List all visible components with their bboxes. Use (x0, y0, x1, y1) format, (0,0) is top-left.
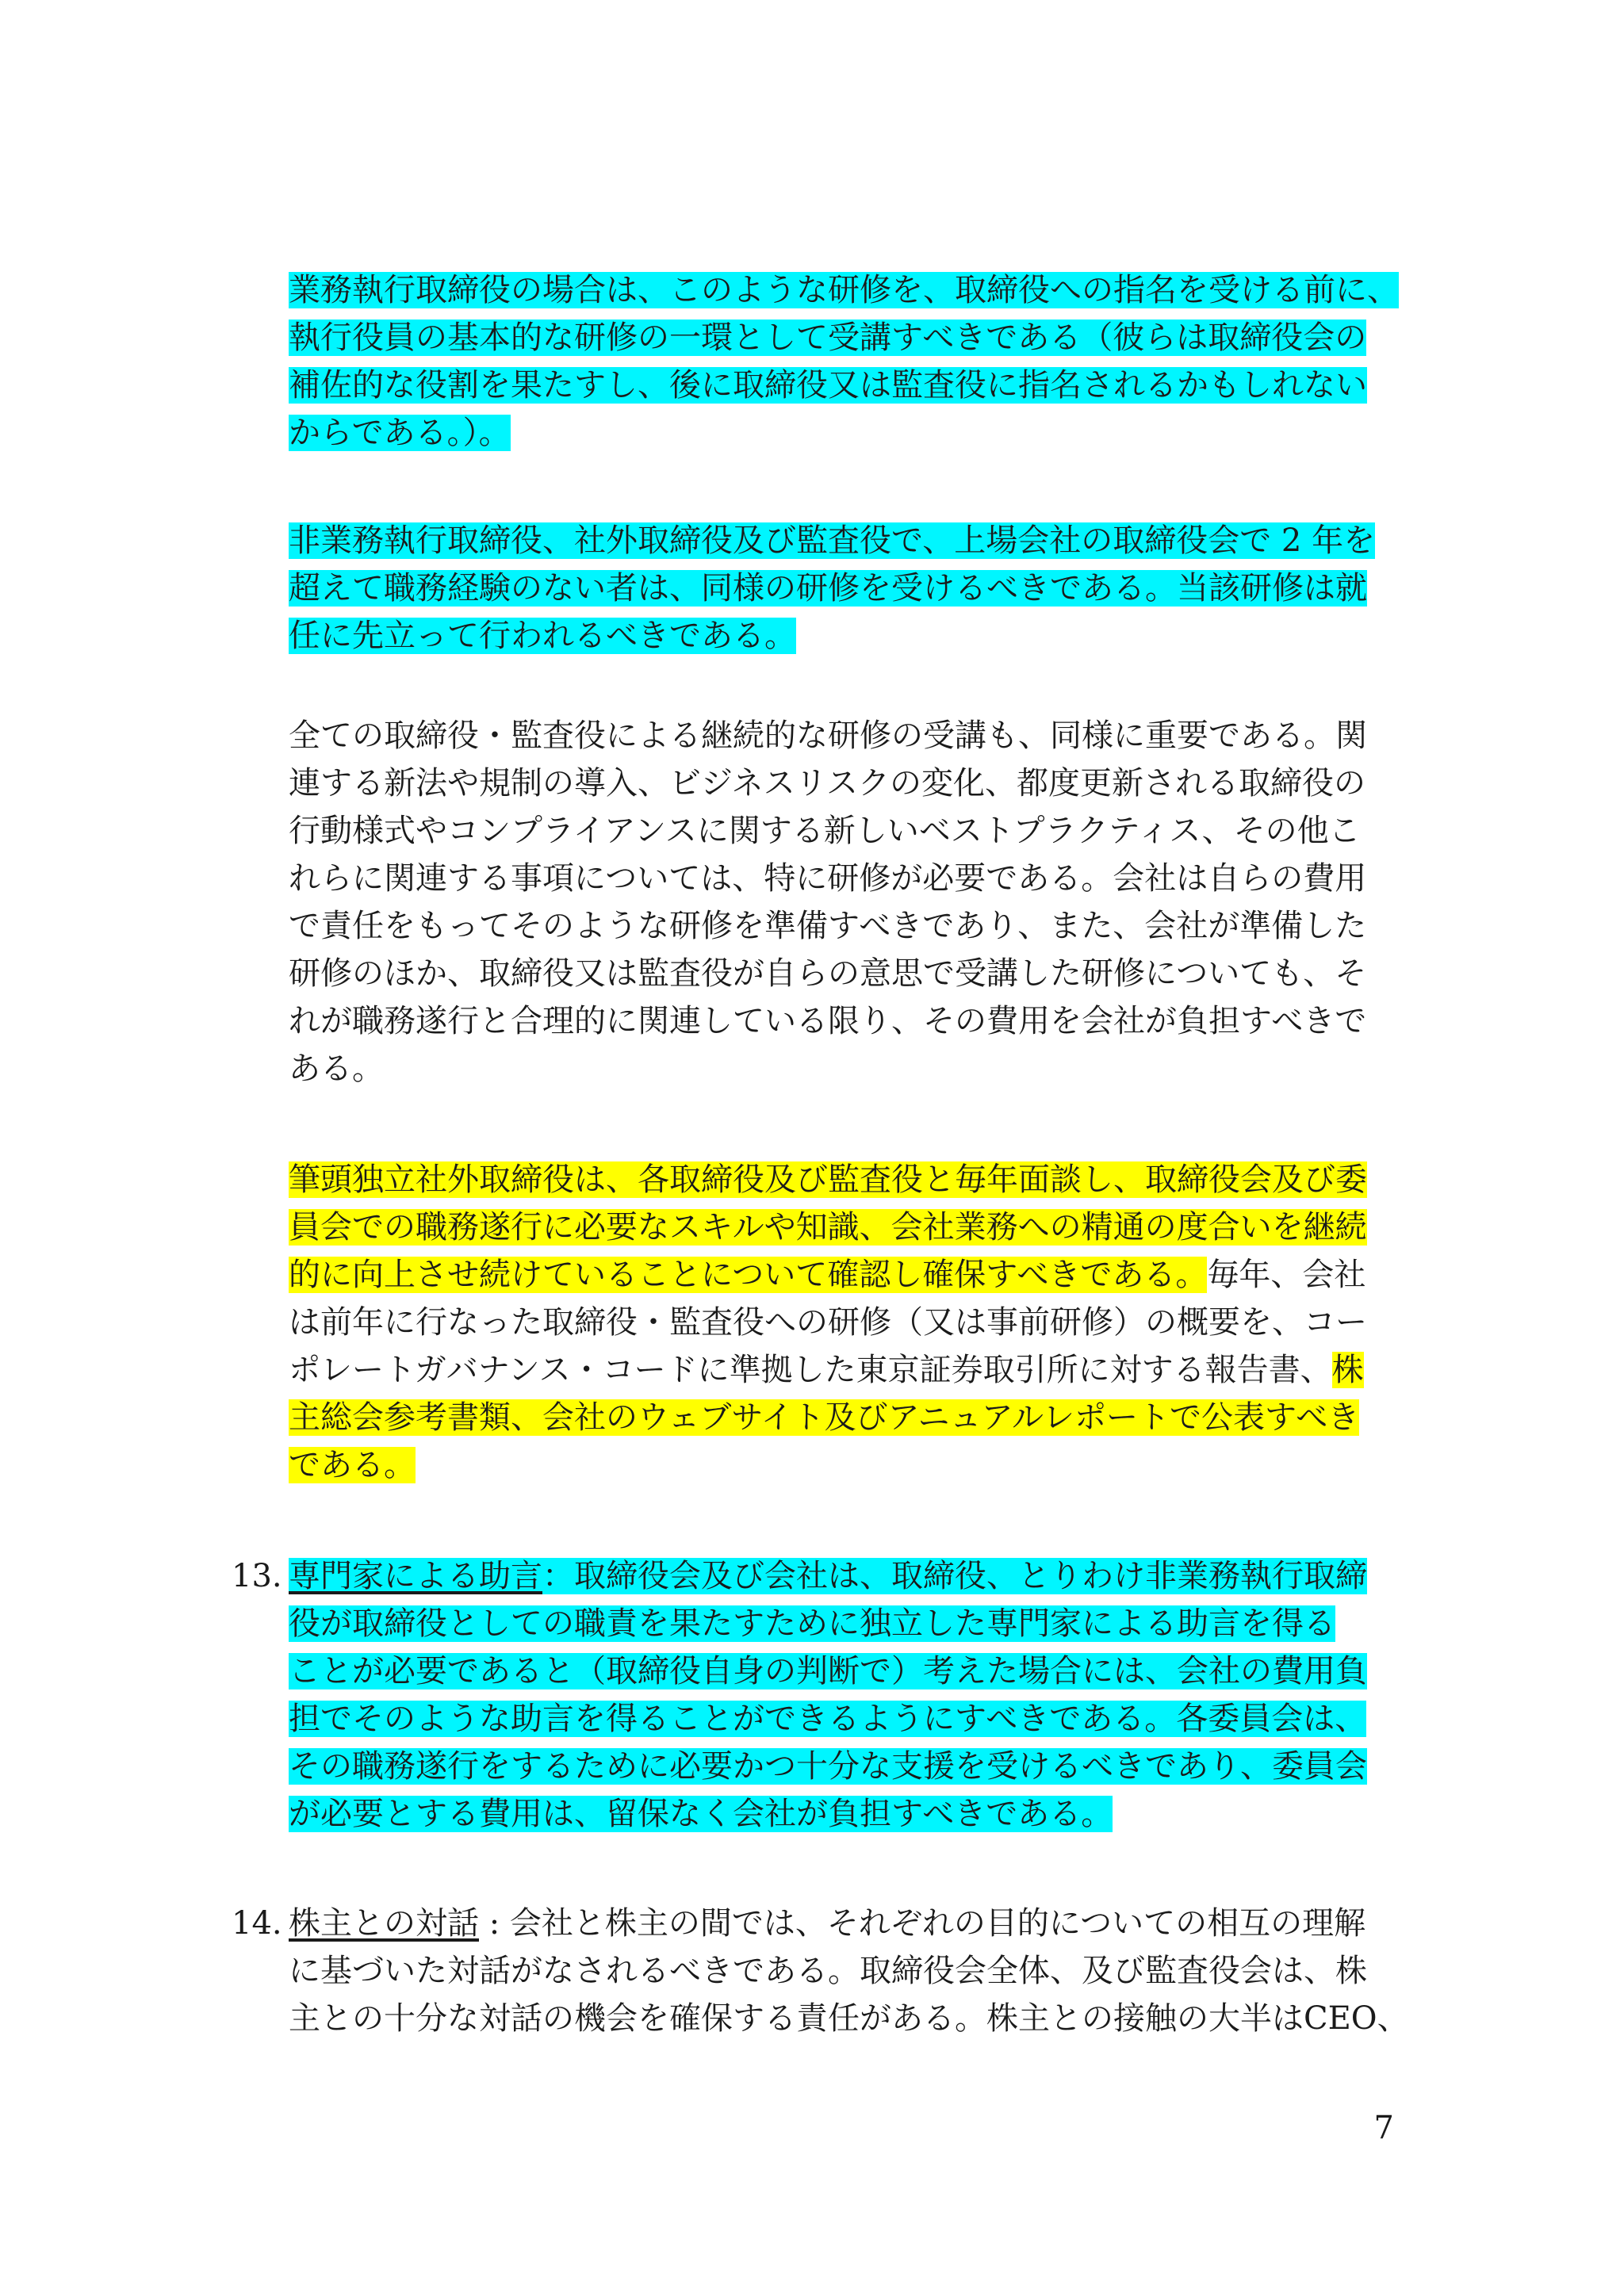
text-line: 超えて職務経験のない者は、同様の研修を受けるべきである。当該研修は就 (289, 570, 1367, 607)
text-line: れが職務遂行と合理的に関連している限り、その費用を会社が負担すべきで (289, 1003, 1367, 1039)
text-line: 行動様式やコンプライアンスに関する新しいベストプラクティス、その他こ (289, 813, 1361, 849)
text-line: は前年に行なった取締役・監査役への研修（又は事前研修）の概要を、コー (289, 1304, 1367, 1341)
text-line: 担でそのような助言を得ることができるようにすべきである。各委員会は、 (289, 1701, 1367, 1737)
text-line: れらに関連する事項については、特に研修が必要である。会社は自らの費用 (289, 860, 1367, 897)
text-line: 補佐的な役割を果たすし、後に取締役又は監査役に指名されるかもしれない (289, 367, 1367, 404)
paragraph-continuing-training (289, 712, 1395, 1093)
text-line: 筆頭独立社外取締役は、各取締役及び監査役と毎年面談し、取締役会及び委 (289, 1161, 1367, 1198)
item-heading: 専門家による助言 (289, 1558, 542, 1594)
text-line: 全ての取締役・監査役による継続的な研修の受講も、同様に重要である。関 (289, 718, 1367, 754)
text-line: その職務遂行をするために必要かつ十分な支援を受けるべきであり、委員会 (289, 1748, 1367, 1785)
paragraph-lead-director (289, 1156, 1395, 1489)
item-number-13: 13. (232, 1558, 282, 1594)
text-line: 員会での職務遂行に必要なスキルや知識、会社業務への精通の度合いを継続 (289, 1209, 1367, 1246)
paragraph-non-executive-training (289, 517, 1395, 660)
text-line: ある。 (289, 1050, 384, 1087)
text-line: 業務執行取締役の場合は、このような研修を、取締役への指名を受ける前に、 (289, 272, 1399, 308)
text-line: が必要とする費用は、留保なく会社が負担すべきである。 (289, 1796, 1113, 1832)
text-line: に基づいた対話がなされるべきである。取締役会全体、及び監査役会は、株 (289, 1953, 1367, 1989)
item-heading: 株主との対話 (289, 1905, 479, 1942)
text-line: 研修のほか、取締役又は監査役が自らの意思で受講した研修についても、そ (289, 955, 1367, 992)
text-line: 専門家による助言：取締役会及び会社は、取締役、とりわけ非業務執行取締 (289, 1558, 1367, 1594)
item-13-expert-advice (289, 1552, 1395, 1838)
text-line: 役が取締役としての職責を果たすために独立した専門家による助言を得る (289, 1605, 1335, 1642)
text-line: ポレートガバナンス・コードに準拠した東京証券取引所に対する報告書、株 (289, 1352, 1364, 1388)
text-line: 株主との対話 : 会社と株主の間では、それぞれの目的についての相互の理解 (289, 1905, 1366, 1942)
text-line: ことが必要であると（取締役自身の判断で）考えた場合には、会社の費用負 (289, 1653, 1367, 1689)
page-number: 7 (1373, 2110, 1394, 2146)
text-line: 任に先立って行われるべきである。 (289, 618, 796, 654)
text-line: 主との十分な対話の機会を確保する責任がある。株主との接触の大半はCEO、 (289, 2000, 1409, 2037)
text-line: である。 (289, 1447, 416, 1483)
item-14-shareholder-dialogue (289, 1900, 1409, 2042)
text-line: 執行役員の基本的な研修の一環として受講すべきである（彼らは取締役会の (289, 320, 1367, 356)
text-line: 非業務執行取締役、社外取締役及び監査役で、上場会社の取締役会で 2 年を (289, 522, 1376, 559)
paragraph-executive-training (289, 266, 1399, 457)
text-line: 主総会参考書類、会社のウェブサイト及びアニュアルレポートで公表すべき (289, 1399, 1360, 1436)
text-line: 連する新法や規制の導入、ビジネスリスクの変化、都度更新される取締役の (289, 765, 1365, 802)
text-line: からである。）。 (289, 415, 511, 451)
text-line: で責任をもってそのような研修を準備すべきであり、また、会社が準備した (289, 908, 1367, 944)
item-number-14: 14. (232, 1905, 282, 1942)
text-line: 的に向上させ続けていることについて確認し確保すべきである。毎年、会社 (289, 1257, 1366, 1293)
